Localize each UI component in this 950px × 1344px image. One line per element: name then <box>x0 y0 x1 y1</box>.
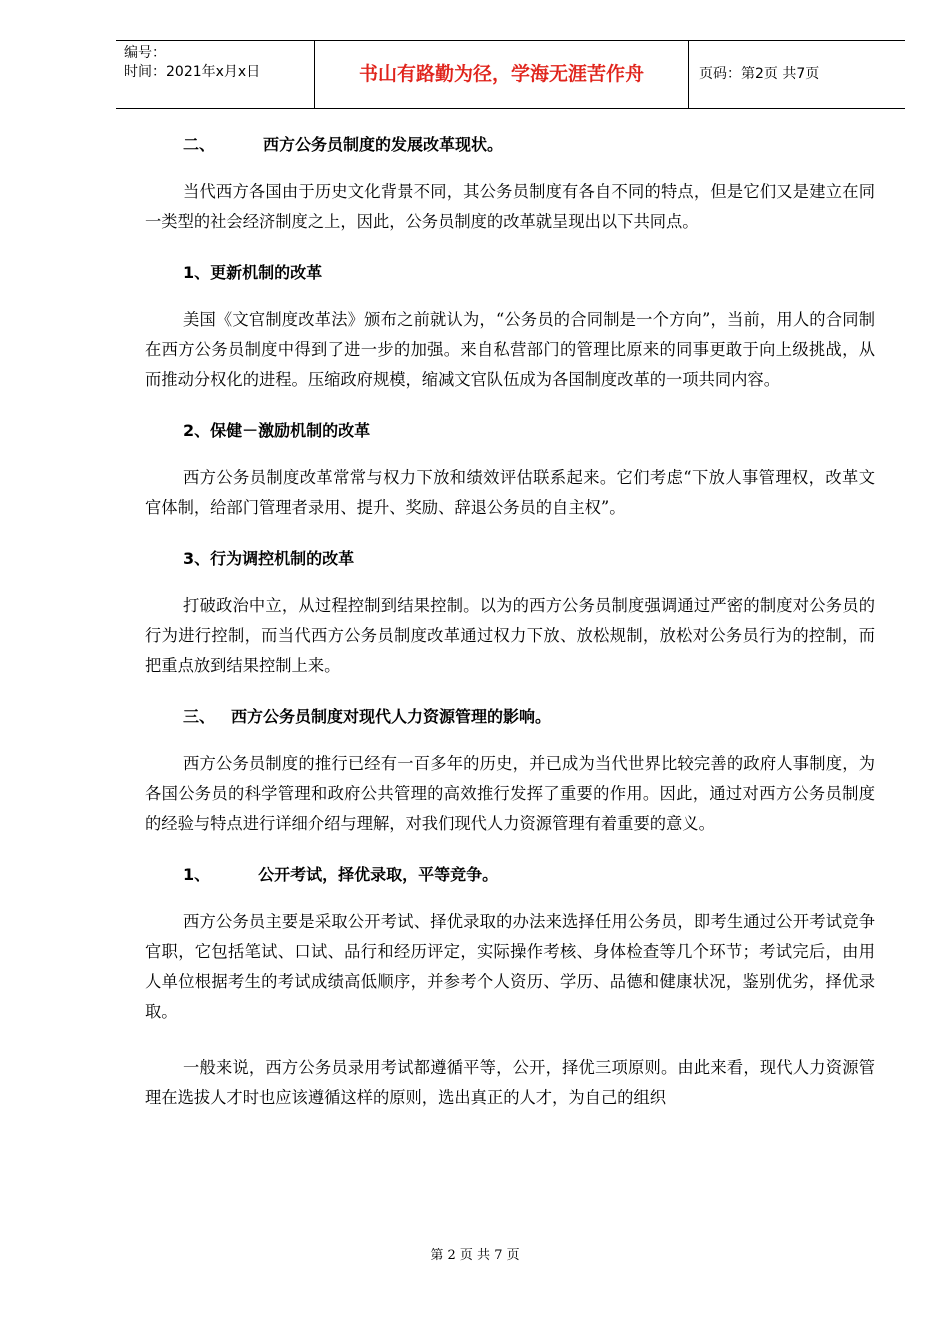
heading-number: 1、 <box>183 263 211 282</box>
body-paragraph: 当代西方各国由于历史文化背景不同，其公务员制度有各自不同的特点，但是它们又是建立在同一类型的社会经济制度之上，因此，公务员制度的改革就呈现出以下共同点。 <box>145 182 875 231</box>
heading-number: 二、 <box>183 135 216 154</box>
heading-text: 西方公务员制度对现代人力资源管理的影响。 <box>231 707 552 726</box>
heading-number: 1、 <box>183 865 211 884</box>
heading-text: 更新机制的改革 <box>210 263 323 282</box>
header-page-info: 页码：第2页 共7页 <box>699 66 820 82</box>
heading-text: 保健－激励机制的改革 <box>210 421 371 440</box>
page-footer: 第 2 页 共 7 页 <box>430 1248 520 1263</box>
heading-text: 西方公务员制度的发展改革现状。 <box>263 135 504 154</box>
section-heading <box>183 865 875 885</box>
heading-text: 公开考试，择优录取，平等竞争。 <box>258 865 499 884</box>
heading-number: 2、 <box>183 421 211 440</box>
header-page-cell <box>689 41 905 108</box>
page-header <box>116 40 905 109</box>
body-paragraph: 西方公务员主要是采取公开考试、择优录取的办法来选择任用公务员，即考生通过公开考试竞争官职，它包括笔试、口试、品行和经历评定，实际操作考核、身体检查等几个环节；考试完后，由用人单位根据考生的考试成绩高低顺序，并参考个人资历、学历、品德和健康状况，鉴别优劣，择优录取。 <box>145 912 875 1021</box>
body-paragraph: 美国《文官制度改革法》颁布之前就认为，“公务员的合同制是一个方向”，当前，用人的合同制在西方公务员制度中得到了进一步的加强。来自私营部门的管理比原来的同事更敢于向上级挑战，从而推动分权化的进程。压缩政府规模，缩减文官队伍成为各国制度改革的一项共同内容。 <box>145 310 875 389</box>
header-motto: 书山有路勤为径，学海无涯苦作舟 <box>358 63 644 85</box>
heading-number: 三、 <box>183 707 216 726</box>
body-paragraph: 一般来说，西方公务员录用考试都遵循平等，公开，择优三项原则。由此来看，现代人力资源管理在选拔人才时也应该遵循这样的原则，选出真正的人才，为自己的组织 <box>145 1058 875 1107</box>
header-motto-cell <box>315 41 689 108</box>
document-body <box>145 135 875 1139</box>
header-meta-cell <box>116 41 315 108</box>
section-heading <box>183 549 875 569</box>
heading-number: 3、 <box>183 549 211 568</box>
body-paragraph: 西方公务员制度的推行已经有一百多年的历史，并已成为当代世界比较完善的政府人事制度，为各国公务员的科学管理和政府公共管理的高效推行发挥了重要的作用。因此，通过对西方公务员制度的经验与特点进行详细介绍与理解，对我们现代人力资源管理有着重要的意义。 <box>145 754 875 833</box>
section-heading <box>183 135 875 155</box>
serial-label: 编号： <box>124 45 166 61</box>
body-paragraph: 西方公务员制度改革常常与权力下放和绩效评估联系起来。它们考虑“下放人事管理权，改革文官体制，给部门管理者录用、提升、奖励、辞退公务员的自主权”。 <box>145 468 875 517</box>
section-heading <box>183 421 875 441</box>
time-label: 时间：2021年x月x日 <box>124 64 261 80</box>
body-paragraph: 打破政治中立，从过程控制到结果控制。以为的西方公务员制度强调通过严密的制度对公务员的行为进行控制，而当代西方公务员制度改革通过权力下放、放松规制，放松对公务员行为的控制，而把重点放到结果控制上来。 <box>145 596 875 675</box>
section-heading <box>183 263 875 283</box>
heading-text: 行为调控机制的改革 <box>210 549 355 568</box>
section-heading <box>183 707 875 727</box>
